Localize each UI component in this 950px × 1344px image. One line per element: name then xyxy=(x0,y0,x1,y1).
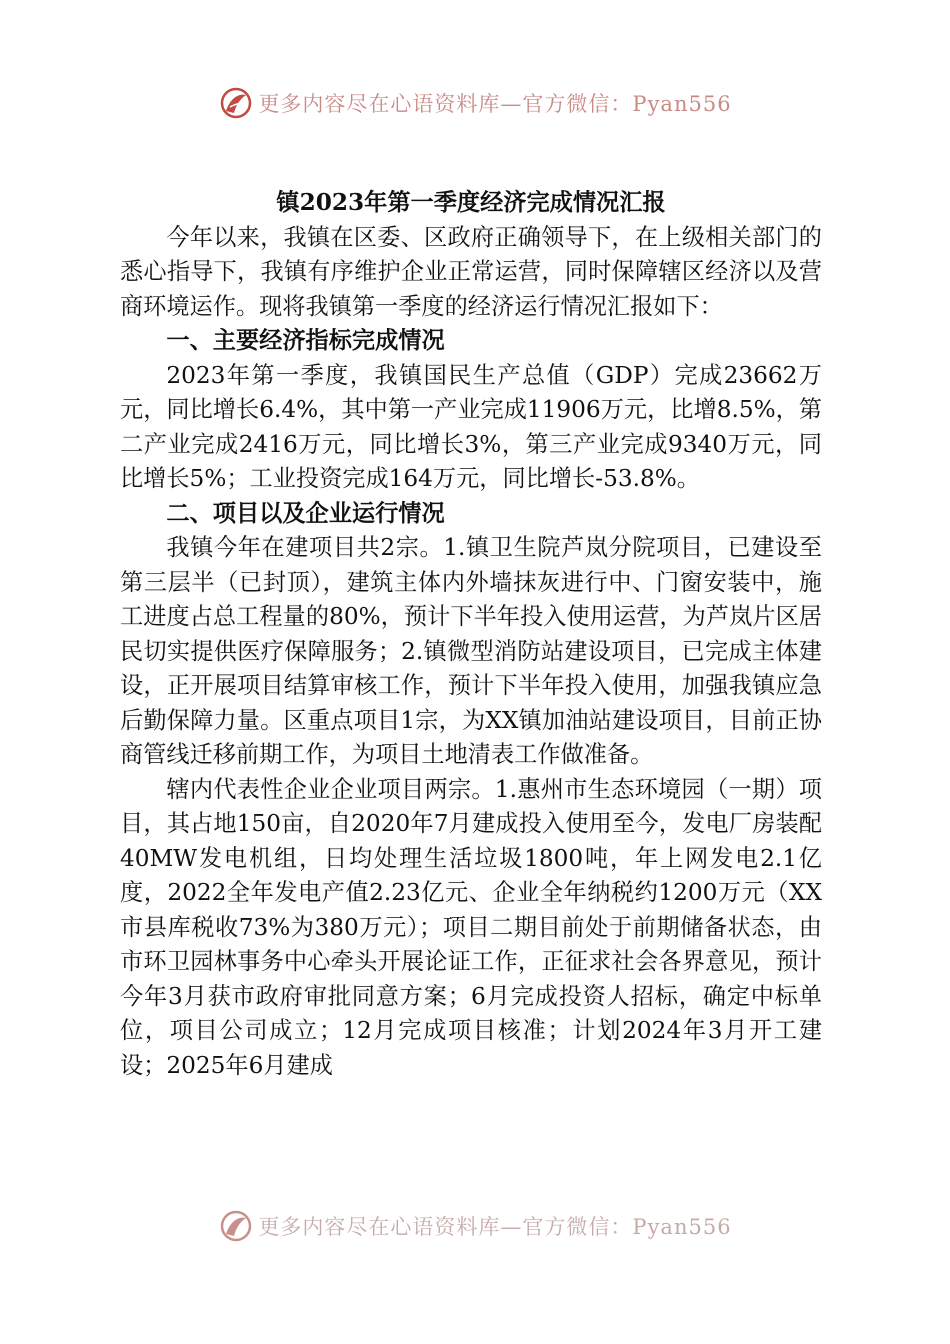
header-banner-text: 更多内容尽在心语资料库—官方微信：Pyan556 xyxy=(258,92,732,116)
footer-banner-text: 更多内容尽在心语资料库—官方微信：Pyan556 xyxy=(258,1215,732,1239)
section-1-heading: 一、主要经济指标完成情况 xyxy=(166,327,445,354)
footer-watermark-banner xyxy=(0,1206,950,1246)
section-2-paragraph-2: 辖内代表性企业企业项目两宗。1.惠州市生态环境园（一期）项目，其占地150亩，自2020年7月建成投入使用至今，发电厂房装配40MW发电机组，日均处理生活垃圾1800吨，年上网发电2.1亿度，2022全年发电产值2.23亿元、企业全年纳税约1200万元（XX市县库税收73%为380万元）；项目二期目前处于前期储备状态，由市环卫园林事务中心牵头开展论证工作，正征求社会各界意见，预计今年3月获市政府审批同意方案；6月完成投资人招标，确定中标单位，项目公司成立；12月完成项目核准；计划2024年3月开工建设；2025年6月建成 xyxy=(120,775,822,1079)
intro-paragraph: 今年以来，我镇在区委、区政府正确领导下，在上级相关部门的悉心指导下，我镇有序维护企业正常运营，同时保障辖区经济以及营商环境运作。现将我镇第一季度的经济运行情况汇报如下： xyxy=(120,223,822,320)
header-watermark-banner xyxy=(0,80,950,126)
logo-icon xyxy=(218,1208,254,1244)
document-title: 镇2023年第一季度经济完成情况汇报 xyxy=(276,189,666,216)
section-2-paragraph-1: 我镇今年在建项目共2宗。1.镇卫生院芦岚分院项目，已建设至第三层半（已封顶），建筑主体内外墙抹灰进行中、门窗安装中，施工进度占总工程量的80%，预计下半年投入使用运营，为芦岚片区居民切实提供医疗保障服务；2.镇微型消防站建设项目，已完成主体建设，正开展项目结算审核工作，预计下半年投入使用，加强我镇应急后勤保障力量。区重点项目1宗，为XX镇加油站建设项目，目前正协商管线迁移前期工作，为项目土地清表工作做准备。 xyxy=(120,534,822,768)
section-2-heading: 二、项目以及企业运行情况 xyxy=(166,499,445,527)
logo-icon xyxy=(218,85,254,121)
document-body xyxy=(120,186,822,1083)
section-1-paragraph: 2023年第一季度，我镇国民生产总值（GDP）完成23662万元，同比增长6.4%，其中第一产业完成11906万元，比增8.5%，第二产业完成2416万元，同比增长3%，第三产业完成9340万元，同比增长5%；工业投资完成164万元，同比增长-53.8%。 xyxy=(120,361,822,492)
